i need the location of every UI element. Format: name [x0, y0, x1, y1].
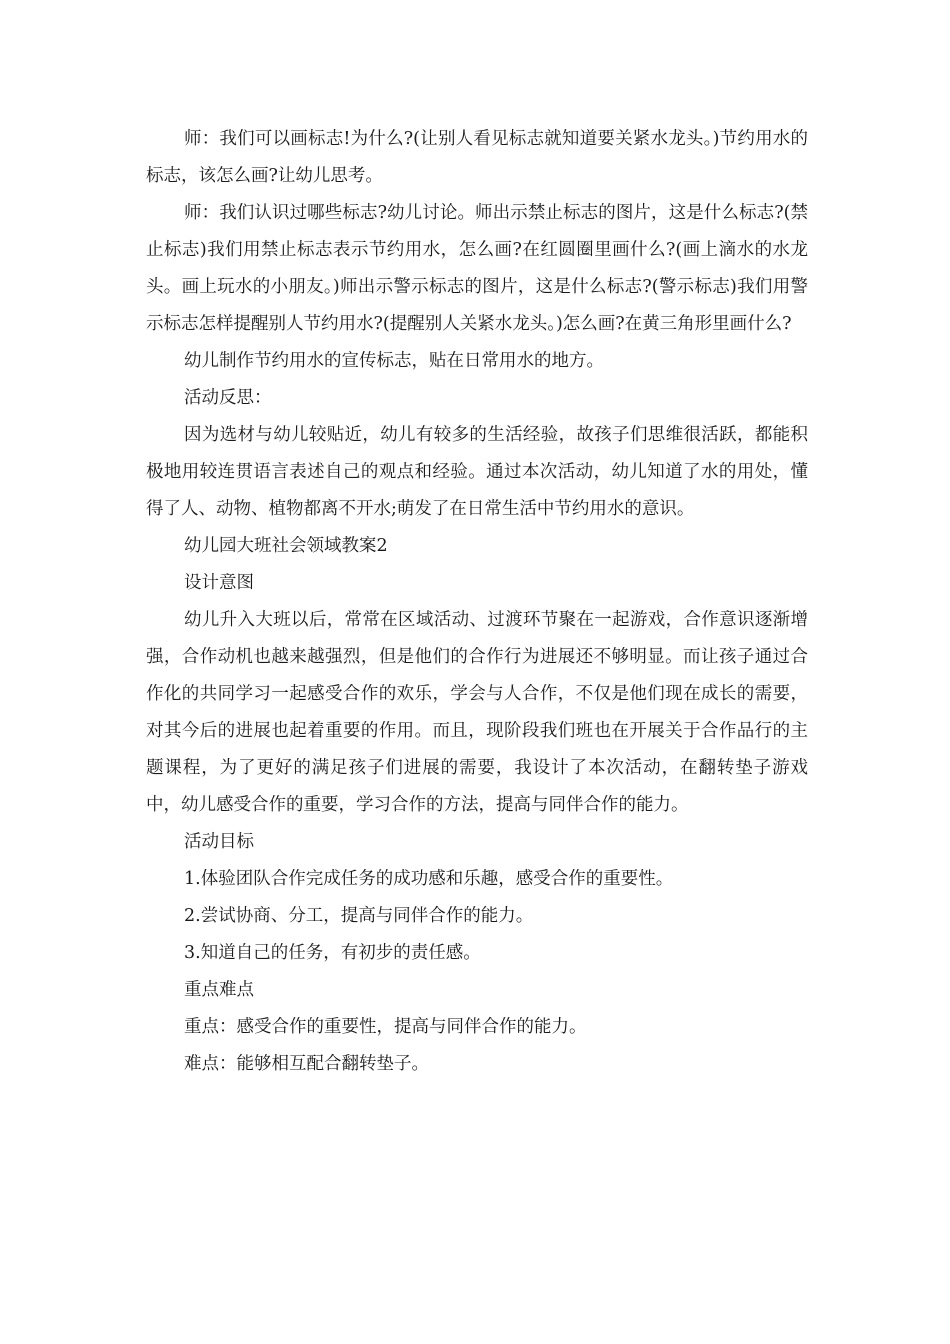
goal-item-2: 2.尝试协商、分工，提高与同伴合作的能力。: [184, 906, 534, 926]
paragraph-teacher-draw-sign: 师：我们可以画标志!为什么?(让别人看见标志就知道要关紧水龙头。)节约用水的标志，该怎么画?让幼儿思考。: [146, 129, 808, 186]
heading-key-difficult-points: 重点难点: [184, 980, 254, 1000]
document-body: [146, 121, 808, 1083]
paragraph-reflection: 因为选材与幼儿较贴近，幼儿有较多的生活经验，故孩子们思维很活跃，都能积极地用较连贯语言表述自己的观点和经验。通过本次活动，幼儿知道了水的用处，懂得了人、动物、植物都离不开水;萌发了在日常生活中节约用水的意识。: [146, 425, 808, 519]
goal-item-1: 1.体验团队合作完成任务的成功感和乐趣，感受合作的重要性。: [184, 869, 674, 889]
paragraph-children-make-signs: 幼儿制作节约用水的宣传标志，贴在日常用水的地方。: [184, 351, 604, 371]
paragraph-design-intent: 幼儿升入大班以后，常常在区域活动、过渡环节聚在一起游戏，合作意识逐渐增强，合作动机也越来越强烈，但是他们的合作行为进展还不够明显。而让孩子通过合作化的共同学习一起感受合作的欢乐，学会与人合作，不仅是他们现在成长的需要，对其今后的进展也起着重要的作用。而且，现阶段我们班也在开展关于合作品行的主题课程，为了更好的满足孩子们进展的需要，我设计了本次活动，在翻转垫子游戏中，幼儿感受合作的重要，学习合作的方法，提高与同伴合作的能力。: [146, 610, 808, 815]
heading-lesson-plan-2: 幼儿园大班社会领域教案2: [184, 536, 388, 556]
goal-item-3: 3.知道自己的任务，有初步的责任感。: [184, 943, 481, 963]
heading-activity-reflection: 活动反思：: [184, 388, 272, 408]
heading-activity-goals: 活动目标: [184, 832, 254, 852]
heading-design-intent: 设计意图: [184, 573, 254, 593]
difficult-point: 难点：能够相互配合翻转垫子。: [184, 1054, 429, 1074]
key-point: 重点：感受合作的重要性，提高与同伴合作的能力。: [184, 1017, 587, 1037]
paragraph-teacher-signs-discussion: 师：我们认识过哪些标志?幼儿讨论。师出示禁止标志的图片，这是什么标志?(禁止标志)我们用禁止标志表示节约用水，怎么画?在红圆圈里画什么?(画上滴水的水龙头。画上玩水的小朋友。)师出示警示标志的图片，这是什么标志?(警示标志)我们用警示标志怎样提醒别人节约用水?(提醒别人关紧水龙头。)怎么画?在黄三角形里画什么?: [146, 203, 808, 334]
